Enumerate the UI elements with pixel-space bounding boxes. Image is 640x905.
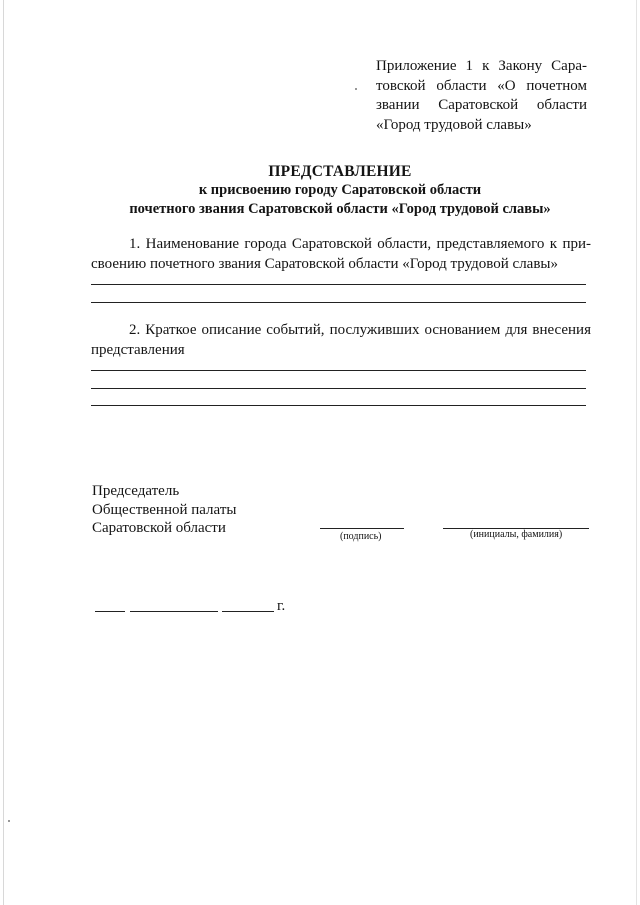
fill-in-line (91, 284, 586, 285)
item-city-name (91, 235, 591, 274)
item-text-line: 2. Краткое описание событий, послуживших основанием для внесения (129, 322, 591, 338)
fill-in-line (91, 302, 586, 303)
title-heading: ПРЕДСТАВЛЕНИЕ (268, 163, 412, 180)
item-events-description (91, 321, 591, 360)
item-text-line: своению почетного звания Саратовской области «Город трудовой славы» (91, 255, 558, 272)
signer-title (92, 482, 236, 538)
signer-line: Председатель (92, 483, 180, 499)
date-day-line (95, 611, 125, 612)
signer-line: Саратовской области (92, 520, 226, 536)
annex-reference (376, 57, 587, 135)
annex-line: звании Саратовской области (376, 97, 587, 113)
signature-caption: (подпись) (340, 531, 382, 542)
title-line: к присвоению городу Саратовской области (198, 182, 482, 198)
fill-in-line (91, 405, 586, 406)
date-year-line (222, 611, 274, 612)
title-line: почетного звания Саратовской области «Город трудовой славы» (129, 200, 551, 217)
fill-in-line (91, 388, 586, 389)
scan-speck (8, 820, 10, 822)
signature-line (320, 528, 404, 529)
annex-line: товской области «О почетном (376, 77, 587, 94)
scan-speck (355, 88, 357, 90)
date-year-suffix: г. (277, 598, 286, 614)
scan-edge-right (636, 0, 637, 905)
item-text-line: представления (91, 341, 185, 358)
date-month-line (130, 611, 218, 612)
document-title (90, 162, 590, 218)
fill-in-line (91, 370, 586, 371)
scan-edge-left (3, 0, 4, 905)
annex-line: «Город трудовой славы» (376, 116, 532, 133)
name-caption: (инициалы, фамилия) (470, 529, 563, 540)
annex-line: Приложение 1 к Закону Сара- (376, 58, 587, 74)
item-text-line: 1. Наименование города Саратовской области, представляемого к при- (129, 236, 591, 252)
signer-line: Общественной палаты (92, 501, 237, 518)
